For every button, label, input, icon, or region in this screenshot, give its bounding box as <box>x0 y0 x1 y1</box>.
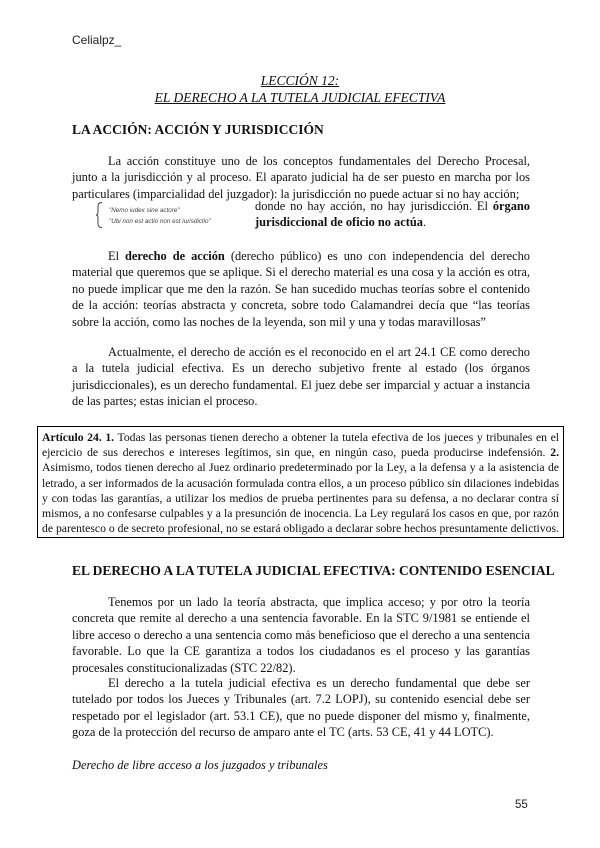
article-24-box <box>37 426 564 538</box>
paragraph-accion-intro <box>72 153 530 202</box>
bold-phrase: órgano jurisdiccional de oficio no actúa <box>255 199 530 230</box>
paragraph-derecho-accion <box>72 248 530 330</box>
paragraph-teoria: Tenemos por un lado la teoría abstracta, que implica acceso; y por otro la teoría concreta que remite al derecho a una sentencia favorable. En la STC 9/1981 se entiende el libre acceso o derecho a una sentencia como más beneficioso que el derecho a una sentencia favorable. Lo que la CE garantiza a todos los ciudadanos es el proceso y las garantías procesales constitucionalizadas (STC 22/82). <box>72 595 530 675</box>
quote-nemo-iudex: "Nemo iudex sine actore" <box>109 207 180 214</box>
lesson-name: EL DERECHO A LA TUTELA JUDICIAL EFECTIVA <box>154 90 446 105</box>
section-heading-accion: LA ACCIÓN: ACCIÓN Y JURISDICCIÓN <box>72 122 324 137</box>
paragraph-actualmente: Actualmente, el derecho de acción es el reconocido en el art 24.1 CE como derecho a la tutela judicial efectiva. Es un derecho subjetivo frente al estado (los órganos jurisdiccionales), es un derecho fundamental. El juez debe ser imparcial y actuar a instancia de las partes; estas inician el proceso. <box>72 345 530 409</box>
paragraph-derecho-fundamental: El derecho a la tutela judicial efectiva es un derecho fundamental que debe ser tutelado por todos los Jueces y Tribunales (art. 7.2 LOPJ), su contenido esencial debe ser respetado por el legislador (art. 53.1 CE), que no puede disponer del mismo y, finalmente, goza de la protección del recurso de amparo ante el TC (arts. 53 CE, 41 y 44 LOTC). <box>72 676 530 740</box>
author-header: Celialpz_ <box>72 33 122 47</box>
paragraph-accion-cont <box>255 198 530 231</box>
page-number: 55 <box>515 799 528 811</box>
section-heading-contenido: EL DERECHO A LA TUTELA JUDICIAL EFECTIVA: CONTENIDO ESENCIAL <box>72 563 555 578</box>
brace-icon <box>96 202 102 228</box>
paragraph-text: La acción constituye uno de los conceptos fundamentales del Derecho Procesal, junto a la jurisdicción y al proceso. El aparato judicial ha de ser puesto en marcha por los particulares (imparcialidad del juzgador): la jurisdicción no puede actuar si no hay acción; <box>72 154 530 201</box>
article-text-1: Todas las personas tienen derecho a obtener la tutela efectiva de los jueces y tribunales en el ejercicio de sus derechos e intereses legítimos, sin que, en ningún caso, pueda producirse indefensión. <box>42 431 560 460</box>
latin-quotes <box>96 202 251 230</box>
paragraph-text: donde no hay acción, no hay jurisdicción. El <box>255 199 488 213</box>
paragraph-text: El <box>108 249 120 263</box>
article-label: Artículo 24. 1. <box>42 431 115 444</box>
bold-phrase: derecho de acción <box>125 249 225 263</box>
article-number-2: 2. <box>550 446 560 460</box>
paragraph-text: (derecho público) es uno con independencia del derecho material que queremos que se aplique. Si el derecho material es una cosa y la acción es otra, no puede implicar que me den la razón. Se han sucedido muchas teorías sobre el contenido de la acción: teorías abstracta y concreta, sobre todo Calamandrei decía que “las teorías sobre la acción, como las noches de la leyenda, son mil y una y todas maravillosas” <box>72 249 530 329</box>
subheading-libre-acceso: Derecho de libre acceso a los juzgados y tribunales <box>72 758 328 772</box>
lesson-title <box>0 72 600 106</box>
paragraph-end: . <box>422 215 427 230</box>
lesson-number: LECCIÓN 12: <box>260 73 340 88</box>
article-text-2: Asimismo, todos tienen derecho al Juez ordinario predeterminado por la Ley, a la defensa y a la asistencia de letrado, a ser informados de la acusación formulada contra ellos, a un proceso público sin dilaciones indebidas y con todas las garantías, a utilizar los medios de prueba pertinentes para su defensa, a no declarar contra sí mismos, a no confesarse culpables y a la presunción de inocencia. La Ley regulará los casos en que, por razón de parentesco o de secreto profesional, no se estará obligado a declarar sobre hechos presuntamente delictivos. <box>42 461 559 536</box>
quote-ubi-non-est: "Ubi non est actio non est iurisdictio" <box>109 218 211 225</box>
